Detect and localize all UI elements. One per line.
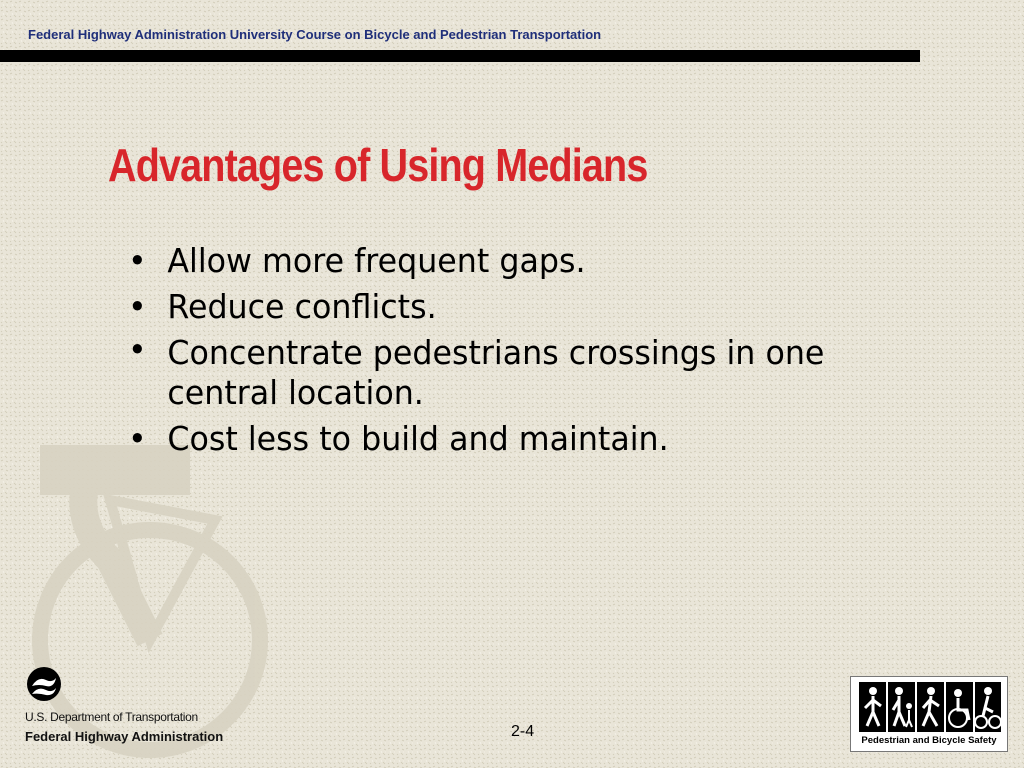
safety-logo-caption: Pedestrian and Bicycle Safety bbox=[861, 735, 997, 746]
bullet-icon: • bbox=[128, 419, 147, 458]
course-title: Federal Highway Administration University Course on Bicycle and Pedestrian Transportation bbox=[28, 27, 602, 42]
bullet-item bbox=[128, 416, 896, 462]
bullet-text: Cost less to build and maintain. bbox=[167, 419, 669, 458]
pedestrian-bicycle-icon bbox=[859, 682, 1001, 732]
header-divider bbox=[0, 50, 920, 62]
bullet-text: Allow more frequent gaps. bbox=[167, 241, 586, 280]
agency-name: Federal Highway Administration bbox=[25, 729, 224, 744]
bullet-item bbox=[128, 284, 896, 330]
slide-title: Advantages of Using Medians bbox=[108, 139, 648, 191]
dot-logo-icon bbox=[26, 666, 62, 702]
bullet-icon: • bbox=[128, 287, 147, 326]
bullet-icon: • bbox=[128, 330, 147, 369]
bullet-item bbox=[128, 238, 896, 284]
bullet-list bbox=[128, 238, 928, 462]
department-name: U.S. Department of Transportation bbox=[25, 710, 198, 724]
bullet-item bbox=[128, 330, 896, 416]
bullet-text: Reduce conflicts. bbox=[167, 287, 437, 326]
bullet-text: Concentrate pedestrians crossings in one central location. bbox=[167, 333, 825, 412]
safety-logo bbox=[850, 676, 1008, 752]
page-number: 2-4 bbox=[511, 723, 535, 740]
bullet-icon: • bbox=[128, 241, 147, 280]
